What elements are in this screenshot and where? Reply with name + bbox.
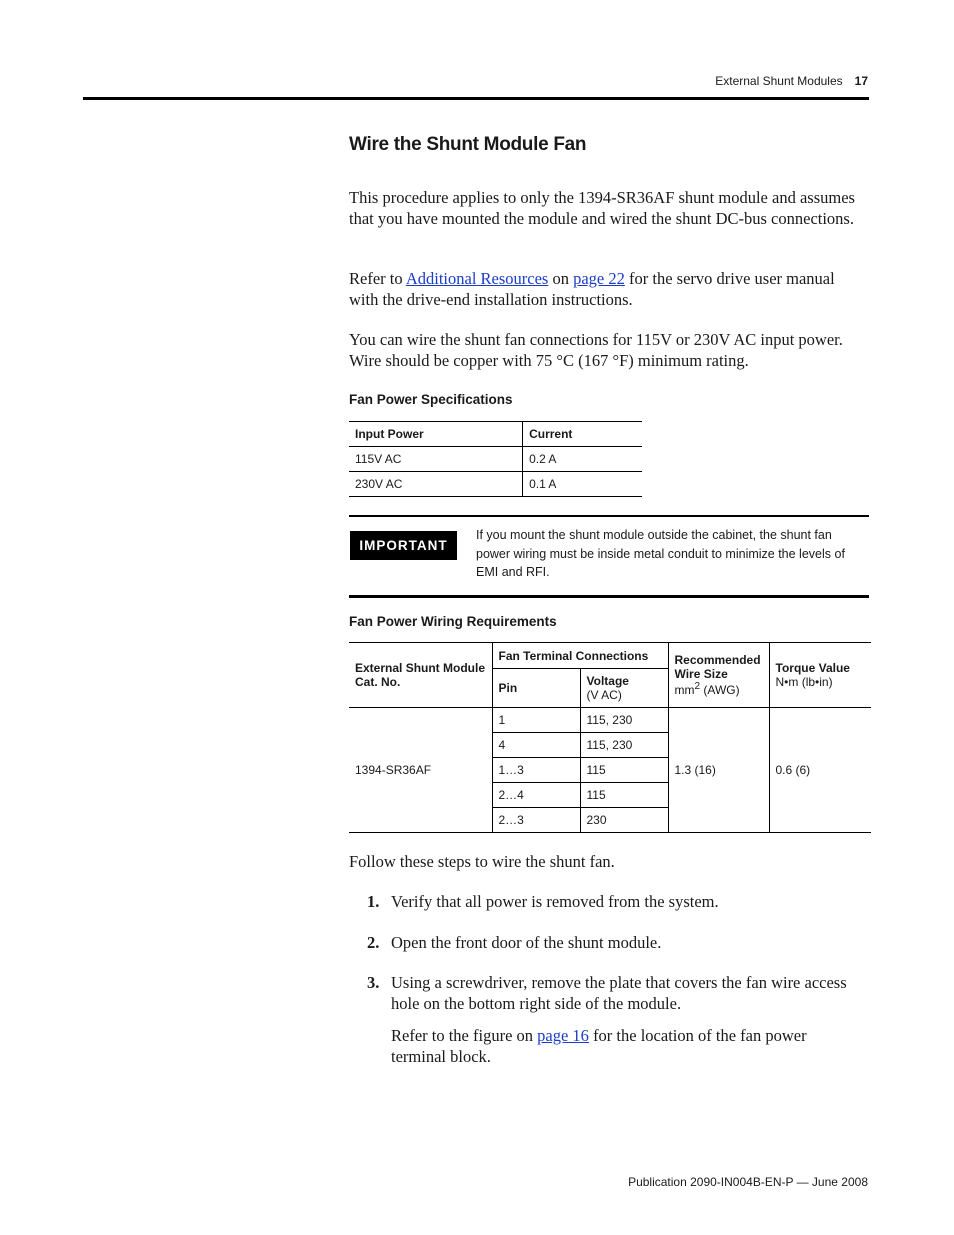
table-header-cell: Current: [523, 422, 642, 447]
additional-resources-link[interactable]: Additional Resources: [405, 269, 549, 288]
header-torque-label: Torque Value: [775, 661, 850, 675]
cell-torque: 0.6 (6): [769, 708, 871, 833]
table-cell: 0.2 A: [523, 447, 642, 472]
cell-wire-size: 1.3 (16): [668, 708, 769, 833]
header-voltage-label: Voltage: [586, 674, 629, 688]
header-rule: [83, 97, 869, 100]
cell-pin: 1…3: [492, 758, 580, 783]
cell-pin: 2…4: [492, 783, 580, 808]
table-header-row: [349, 422, 642, 447]
table-header-row: [349, 643, 871, 669]
intro-text-a: Refer to: [349, 269, 406, 288]
page-22-link[interactable]: page 22: [573, 269, 625, 288]
header-wire-size-unit: [675, 683, 740, 697]
cell-voltage: 115: [580, 758, 668, 783]
wire-unit-awg: (AWG): [700, 683, 740, 697]
intro-text-b: on: [548, 269, 574, 288]
steps-intro: Follow these steps to wire the shunt fan.: [349, 852, 615, 871]
important-label: IMPORTANT: [350, 531, 457, 560]
cell-voltage: 115, 230: [580, 708, 668, 733]
intro-paragraph-3: You can wire the shunt fan connections for 115V or 230V AC input power. Wire should be copper with 75 °C (167 °F) minimum rating.: [349, 330, 843, 370]
wire-unit-superscript: 2: [694, 681, 701, 692]
header-wire-size-label: Recommended Wire Size: [674, 653, 761, 681]
table-row: [349, 472, 642, 497]
wire-unit-mm: mm: [674, 683, 695, 697]
table-cell: 230V AC: [349, 472, 523, 497]
header-torque: [769, 643, 871, 708]
important-text: If you mount the shunt module outside the cabinet, the shunt fan power wiring must be inside metal conduit to minimize the levels of EMI and RFI.: [476, 528, 845, 579]
cell-pin: 1: [492, 708, 580, 733]
cell-voltage: 230: [580, 808, 668, 833]
step-3-note: [391, 1025, 865, 1067]
step-number: 2.: [367, 933, 380, 952]
table-row: [349, 447, 642, 472]
table-cell: 115V AC: [349, 447, 523, 472]
step-text: Using a screwdriver, remove the plate that covers the fan wire access hole on the bottom right side of the module.: [391, 973, 847, 1013]
running-header-section: External Shunt Modules: [715, 74, 843, 88]
running-header: [715, 74, 868, 88]
header-fan-terminal-connections: Fan Terminal Connections: [492, 643, 668, 669]
table-row: [349, 708, 871, 733]
intro-paragraph-2: [349, 268, 864, 310]
table-header-cell: Input Power: [349, 422, 523, 447]
section-title: Wire the Shunt Module Fan: [349, 134, 587, 155]
step-text: Open the front door of the shunt module.: [391, 933, 662, 952]
cell-pin: 4: [492, 733, 580, 758]
wiring-table-caption: Fan Power Wiring Requirements: [349, 614, 557, 629]
header-pin: Pin: [492, 669, 580, 708]
fan-power-table: [349, 421, 642, 497]
header-cat-no: External Shunt Module Cat. No.: [349, 643, 492, 708]
publication-footer: Publication 2090-IN004B-EN-P — June 2008: [628, 1175, 868, 1189]
step-number: 3.: [367, 973, 380, 992]
page-16-link[interactable]: page 16: [537, 1026, 589, 1045]
header-wire-size: [668, 643, 769, 708]
intro-text-c: for the servo drive user manual with the drive-end installation instructions.: [349, 269, 835, 309]
step-number: 1.: [367, 892, 380, 911]
header-voltage-unit: (V AC): [586, 688, 622, 702]
header-voltage: [580, 669, 668, 708]
cell-voltage: 115, 230: [580, 733, 668, 758]
step-3-note-text-b: for the location of the fan power terminal block.: [391, 1026, 807, 1066]
intro-paragraph-1: This procedure applies to only the 1394-SR36AF shunt module and assumes that you have mounted the module and wired the shunt DC-bus connections.: [349, 188, 855, 228]
step-text: Verify that all power is removed from the system.: [391, 892, 719, 911]
cell-pin: 2…3: [492, 808, 580, 833]
step-3-note-text-a: Refer to the figure on: [391, 1026, 538, 1045]
header-torque-unit: N•m (lb•in): [775, 675, 833, 689]
important-note: [349, 515, 869, 598]
cell-voltage: 115: [580, 783, 668, 808]
wiring-table: [349, 642, 871, 833]
page-number: 17: [854, 74, 868, 88]
table-cell: 0.1 A: [523, 472, 642, 497]
cell-cat-no: 1394-SR36AF: [349, 708, 492, 833]
fan-power-table-caption: Fan Power Specifications: [349, 392, 513, 407]
